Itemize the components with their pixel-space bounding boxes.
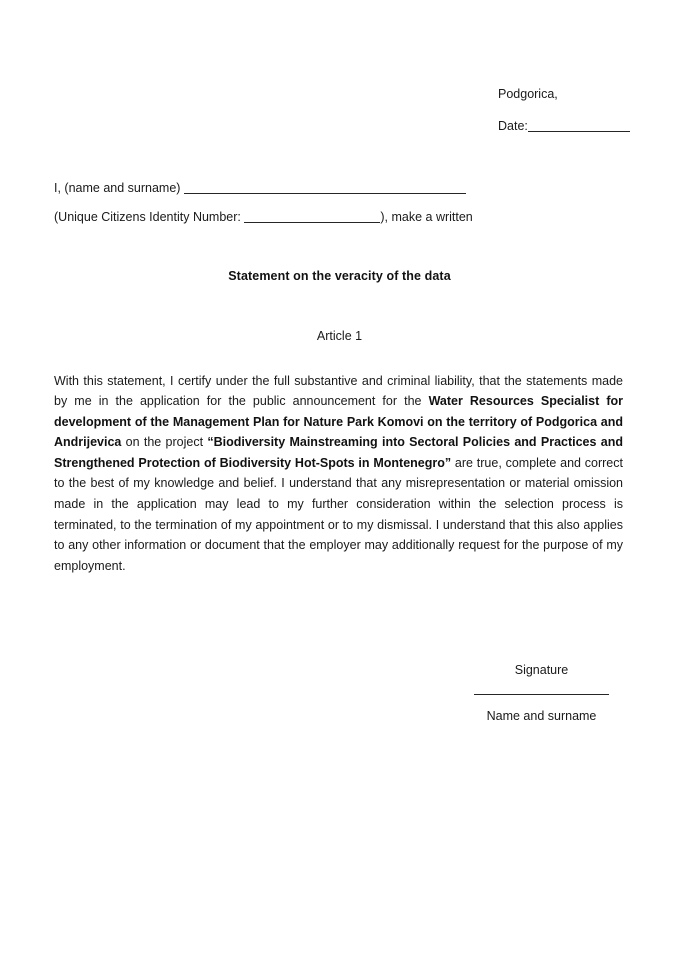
body-bold-project: “Biodiversity Mainstreaming into Sectoral Policies and Practices and Strengthened Protection of Biodiversity Hot-Spots in Montenegro” [54,435,623,470]
date-line [498,118,628,134]
name-label: I, (name and surname) [54,181,181,195]
article-heading: Article 1 [316,329,363,343]
uin-form-line [54,209,473,226]
date-input-blank[interactable] [528,131,630,132]
signature-block [460,663,623,723]
body-bold-position: Water Resources Specialist for development of the Management Plan for Nature Park Komovi on the territory of Podgorica and Andrijevica [54,394,623,450]
name-form-line [54,180,466,197]
date-label: Date: [498,119,528,133]
signature-caption: Name and surname [486,709,597,723]
body-segment-1: With this statement, I certify under the full substantive and criminal liability, that the statements made by me in the application for the public announcement for the [54,373,623,409]
uin-label: (Unique Citizens Identity Number: [54,210,241,224]
place-label: Podgorica, [498,87,558,101]
signature-label: Signature [514,663,569,677]
uin-label-suffix: ), make a written [380,210,473,224]
name-input-blank[interactable] [184,193,466,194]
header-block [498,86,628,134]
signature-line[interactable] [474,694,609,695]
body-segment-3: are true, complete and correct to the best of my knowledge and belief. I understand that any misrepresentation or material omission made in the application may lead to my further consideration within the selection process is terminated, to the termination of my appointment or to my dismissal. I understand that this also applies to any other information or document that the employer may additionally request for the purpose of my employment. [54,455,623,573]
uin-input-blank[interactable] [244,222,380,223]
statement-body-paragraph [54,371,623,577]
body-segment-2: on the project [121,435,208,450]
document-title: Statement on the veracity of the data [228,269,451,283]
